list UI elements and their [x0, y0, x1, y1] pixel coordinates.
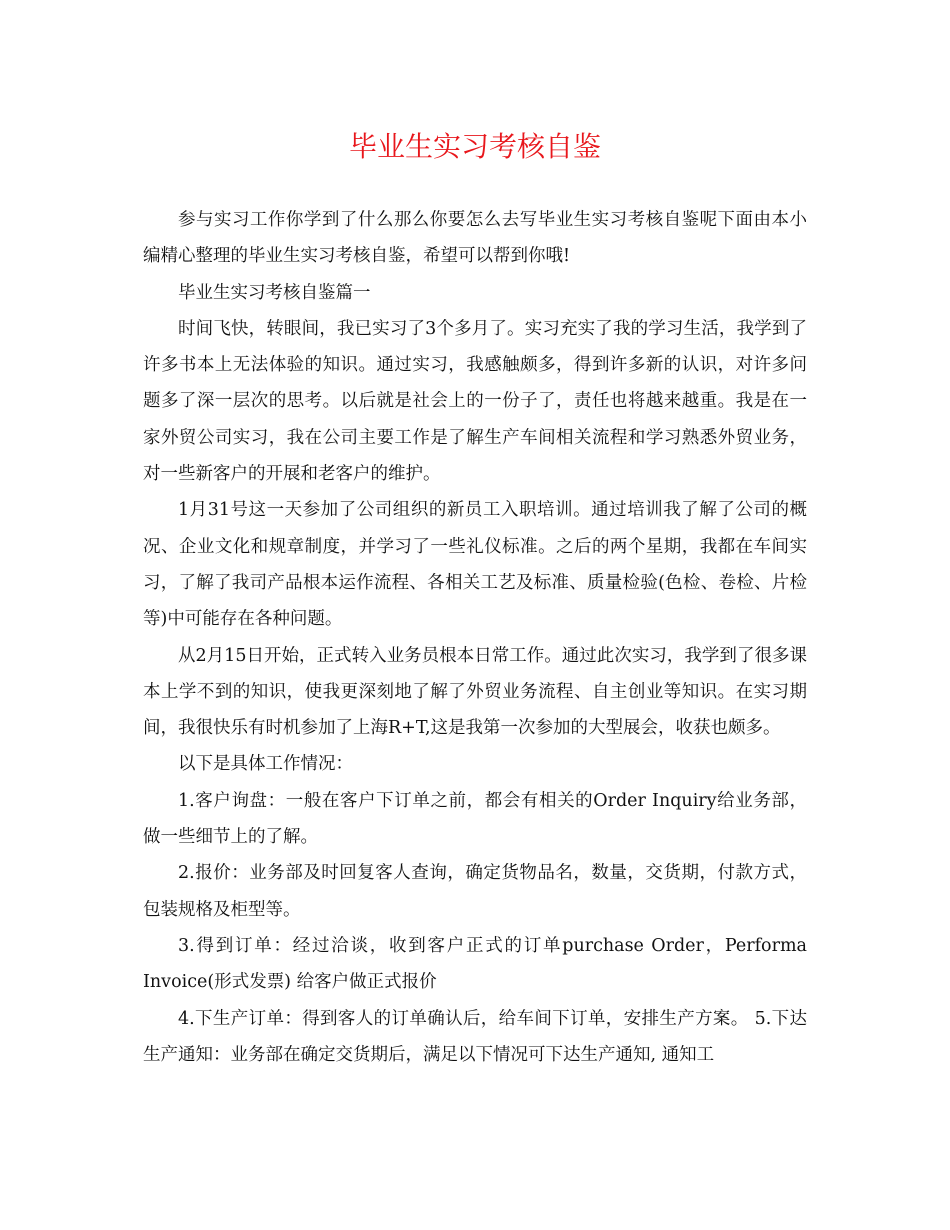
paragraph: 从2月15日开始，正式转入业务员根本日常工作。通过此次实习，我学到了很多课本上学不到的知识，使我更深刻地了解了外贸业务流程、自主创业等知识。在实习期间，我很快乐有时机参加了上海R+T,这是我第一次参加的大型展会，收获也颇多。: [143, 645, 807, 739]
list-item: 1.客户询盘：一般在客户下订单之前，都会有相关的Order Inquiry给业务部，做一些细节上的了解。: [143, 790, 807, 848]
paragraph: 时间飞快，转眼间，我已实习了3个多月了。实习充实了我的学习生活，我学到了许多书本上无法体验的知识。通过实习，我感触颇多，得到许多新的认识，对许多问题多了深一层次的思考。以后就是社会上的一份子了，责任也将越来越重。我是在一家外贸公司实习，我在公司主要工作是了解生产车间相关流程和学习熟悉外贸业务，对一些新客户的开展和老客户的维护。: [143, 318, 807, 485]
paragraph: 以下是具体工作情况：: [178, 754, 353, 775]
list-item: 2.报价：业务部及时回复客人查询，确定货物品名，数量，交货期，付款方式，包装规格及柜型等。: [143, 863, 807, 920]
list-item: 4.下生产订单：得到客人的订单确认后，给车间下订单，安排生产方案。 5.下达生产通知：业务部在确定交货期后，满足以下情况可下达生产通知, 通知工: [143, 1008, 807, 1065]
section-heading: 毕业生实习考核自鉴篇一: [178, 282, 371, 303]
paragraph-intro: 参与实习工作你学到了什么那么你要怎么去写毕业生实习考核自鉴呢下面由本小编精心整理的毕业生实习考核自鉴，希望可以帮到你哦!: [143, 210, 807, 267]
paragraph: 1月31号这一天参加了公司组织的新员工入职培训。通过培训我了解了公司的概况、企业文化和规章制度，并学习了一些礼仪标准。之后的两个星期，我都在车间实习，了解了我司产品根本运作流程、各相关工艺及标准、质量检验(色检、卷检、片检等)中可能存在各种问题。: [143, 500, 807, 630]
list-item: 3.得到订单：经过洽谈，收到客户正式的订单purchase Order，Performa Invoice(形式发票) 给客户做正式报价: [143, 935, 807, 993]
document-body: [143, 202, 807, 1073]
document-title: 毕业生实习考核自鉴: [348, 130, 601, 163]
